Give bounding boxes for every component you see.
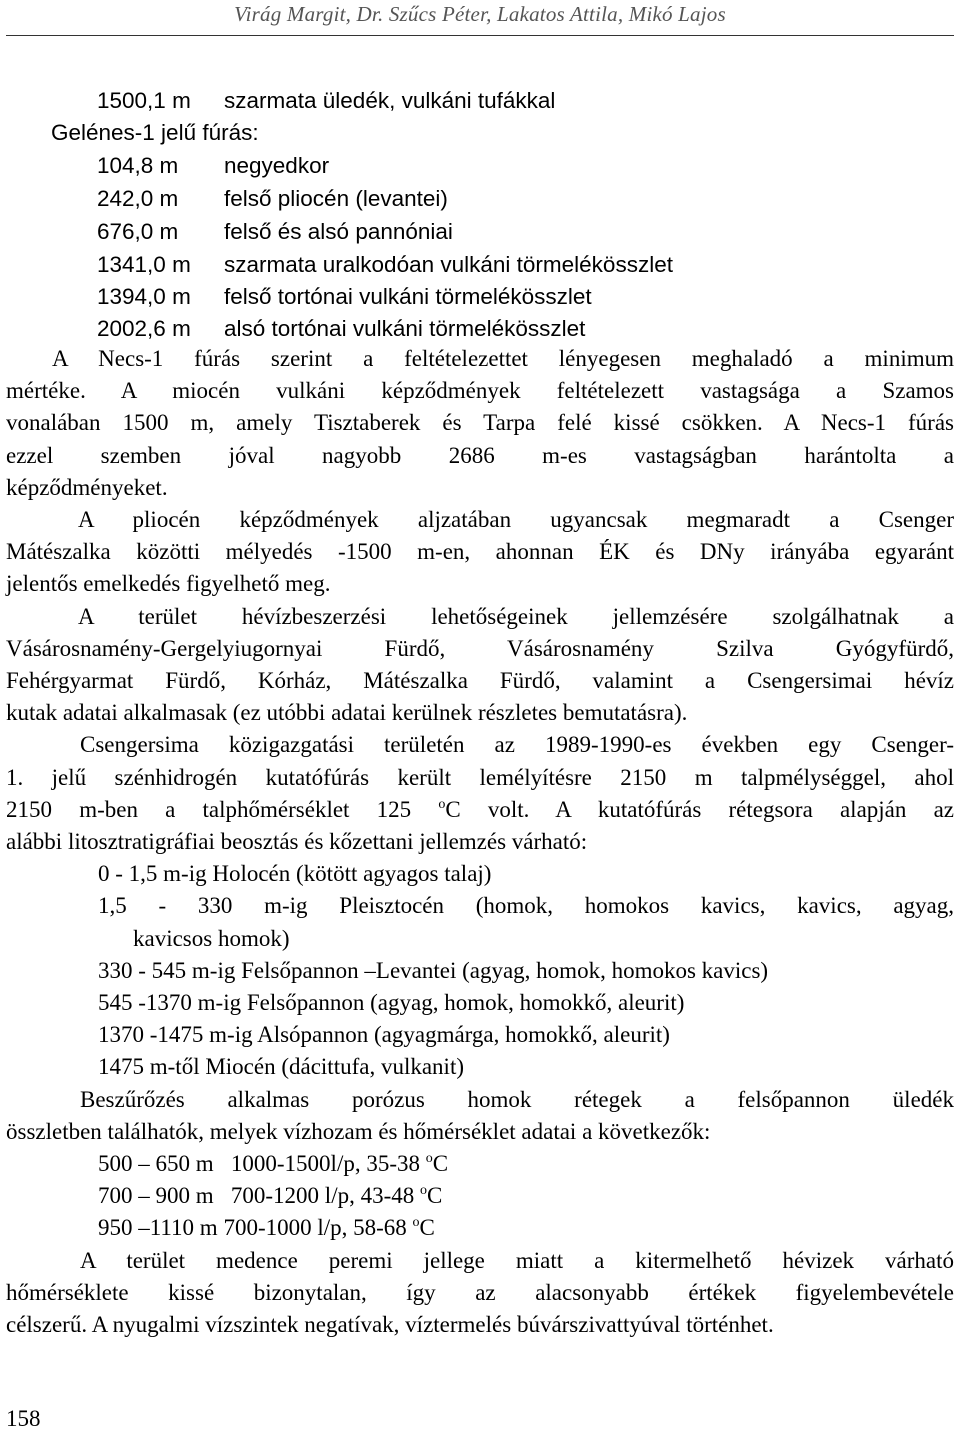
depth-value: 676,0 m (97, 219, 179, 244)
text-line: Vásárosnamény-Gergelyiugornyai Fürdő, Vásárosnamény Szilva Gyógyfürdő, (6, 635, 954, 661)
strat-item: 0 - 1,5 m-ig Holocén (kötött agyagos talaj) (98, 861, 492, 887)
layer-description: felső pliocén (levantei) (224, 186, 448, 211)
text-fragment: C volt. A kutatófúrás rétegsora alapján az (445, 796, 954, 822)
strat-item-continued: kavicsos homok) (133, 925, 290, 951)
text-line: A pliocén képződmények aljzatában ugyancsak megmaradt a Csenger (78, 507, 954, 533)
degree-sign: o (438, 796, 446, 812)
depth-value: 104,8 m (97, 153, 179, 178)
yield-flow: 700-1200 l/p, 43-48 (230, 1183, 420, 1209)
text-line: képződményeket. (6, 474, 168, 500)
paragraph (6, 343, 954, 504)
stratigraphy-list (6, 858, 954, 1083)
layer-description: negyedkor (224, 153, 330, 178)
page-number: 158 (6, 1406, 41, 1431)
layer-description: szarmata üledék, vulkáni tufákkal (224, 88, 556, 113)
degree-sign: o (420, 1183, 427, 1199)
degree-sign: o (425, 1151, 433, 1167)
depth-value: 1394,0 m (97, 284, 191, 309)
header-divider (6, 35, 954, 36)
depth-value: 1500,1 m (97, 88, 191, 113)
strat-item: 1,5 - 330 m-ig Pleisztocén (homok, homokos kavics, kavics, agyag, (98, 893, 954, 919)
text-line: mértéke. A miocén vulkáni képződmények feltételezett vastagsága a Szamos (6, 378, 954, 404)
degree-sign: o (412, 1215, 420, 1231)
yield-item (6, 1212, 954, 1244)
layer-description: felső tortónai vulkáni törmelékösszlet (224, 284, 592, 309)
depth-value: 2002,6 m (97, 316, 191, 341)
text-line: jelentős emelkedés figyelhető meg. (6, 571, 331, 597)
text-line: Beszűrőzés alkalmas porózus homok rétegek a felsőpannon üledék (80, 1086, 954, 1112)
yield-item (6, 1148, 954, 1180)
depth-value: 242,0 m (97, 186, 179, 211)
paragraph (6, 729, 954, 858)
text-line: Mátészalka közötti mélyedés -1500 m-en, ahonnan ÉK és DNy irányába egyaránt (6, 539, 954, 565)
strat-item: 1370 -1475 m-ig Alsópannon (agyagmárga, homokkő, aleurit) (98, 1022, 670, 1048)
text-line: összletben találhatók, melyek vízhozam és hőmérséklet adatai a következők: (6, 1118, 711, 1144)
text-line: A terület hévízbeszerzési lehetőségeinek jellemzésére szolgálhatnak a (78, 603, 954, 629)
text-line: 1. jelű szénhidrogén kutatófúrás került lemélyítésre 2150 m talpmélységgel, ahol (6, 764, 954, 790)
yield-depth: 700 – 900 m (98, 1183, 214, 1209)
paragraph (6, 1245, 954, 1342)
text-line: célszerű. A nyugalmi vízszintek negatívak, víztermelés búvárszivattyúval történhet. (6, 1312, 774, 1338)
layer-description: szarmata uralkodóan vulkáni törmelékösszlet (224, 252, 673, 277)
text-line: vonalában 1500 m, amely Tisztaberek és Tarpa felé kissé csökken. A Necs-1 fúrás (6, 410, 954, 436)
body-text (6, 343, 954, 1341)
text-line: kutak adatai alkalmasak (ez utóbbi adatai kerülnek részletes bemutatásra). (6, 700, 688, 726)
yield-depth: 500 – 650 m (98, 1151, 214, 1177)
yield-flow: 1000-1500l/p, 35-38 (230, 1151, 426, 1177)
strat-item: 330 - 545 m-ig Felsőpannon –Levantei (agyag, homok, homokos kavics) (98, 957, 769, 983)
paragraph (6, 601, 954, 730)
yield-depth: 950 –1110 m (98, 1215, 218, 1241)
depth-value: 1341,0 m (97, 252, 191, 277)
yield-unit: C (432, 1151, 449, 1177)
strat-item: 545 -1370 m-ig Felsőpannon (agyag, homok, homokkő, aleurit) (98, 990, 685, 1016)
well-title-text: Gelénes-1 jelű fúrás: (51, 120, 259, 145)
paragraph (6, 1084, 954, 1148)
text-line: A terület medence peremi jellege miatt a kitermelhető hévizek várható (80, 1247, 954, 1273)
paragraph (6, 504, 954, 601)
text-line: alábbi litosztratigráfiai beosztás és kőzettani jellemzés várható: (6, 829, 588, 855)
layer-description: felső és alsó pannóniai (224, 219, 453, 244)
text-line: hőmérséklete kissé bizonytalan, így az alacsonyabb értékek figyelembevétele (6, 1279, 954, 1305)
text-line: Fehérgyarmat Fürdő, Kórház, Mátészalka Fürdő, valamint a Csengersimai hévíz (6, 668, 954, 694)
strat-item: 1475 m-től Miocén (dácittufa, vulkanit) (98, 1054, 464, 1080)
yield-unit: C (419, 1215, 435, 1241)
text-line: Csengersima közigazgatási területén az 1989-1990-es években egy Csenger- (80, 732, 954, 758)
text-fragment: 2150 m-ben a talphőmérséklet 125 (6, 796, 439, 822)
running-header: Virág Margit, Dr. Szűcs Péter, Lakatos Attila, Mikó Lajos (234, 2, 726, 26)
yield-item (6, 1180, 954, 1212)
text-line-with-degree (6, 794, 954, 826)
layer-description: alsó tortónai vulkáni törmelékösszlet (224, 316, 586, 341)
text-line: A Necs-1 fúrás szerint a feltételezettet lényegesen meghaladó a minimum (52, 346, 954, 371)
yield-list (6, 1148, 954, 1245)
text-line: ezzel szemben jóval nagyobb 2686 m-es vastagságban harántolta a (6, 442, 954, 468)
yield-unit: C (427, 1183, 443, 1209)
yield-flow: 700-1000 l/p, 58-68 (223, 1215, 413, 1241)
